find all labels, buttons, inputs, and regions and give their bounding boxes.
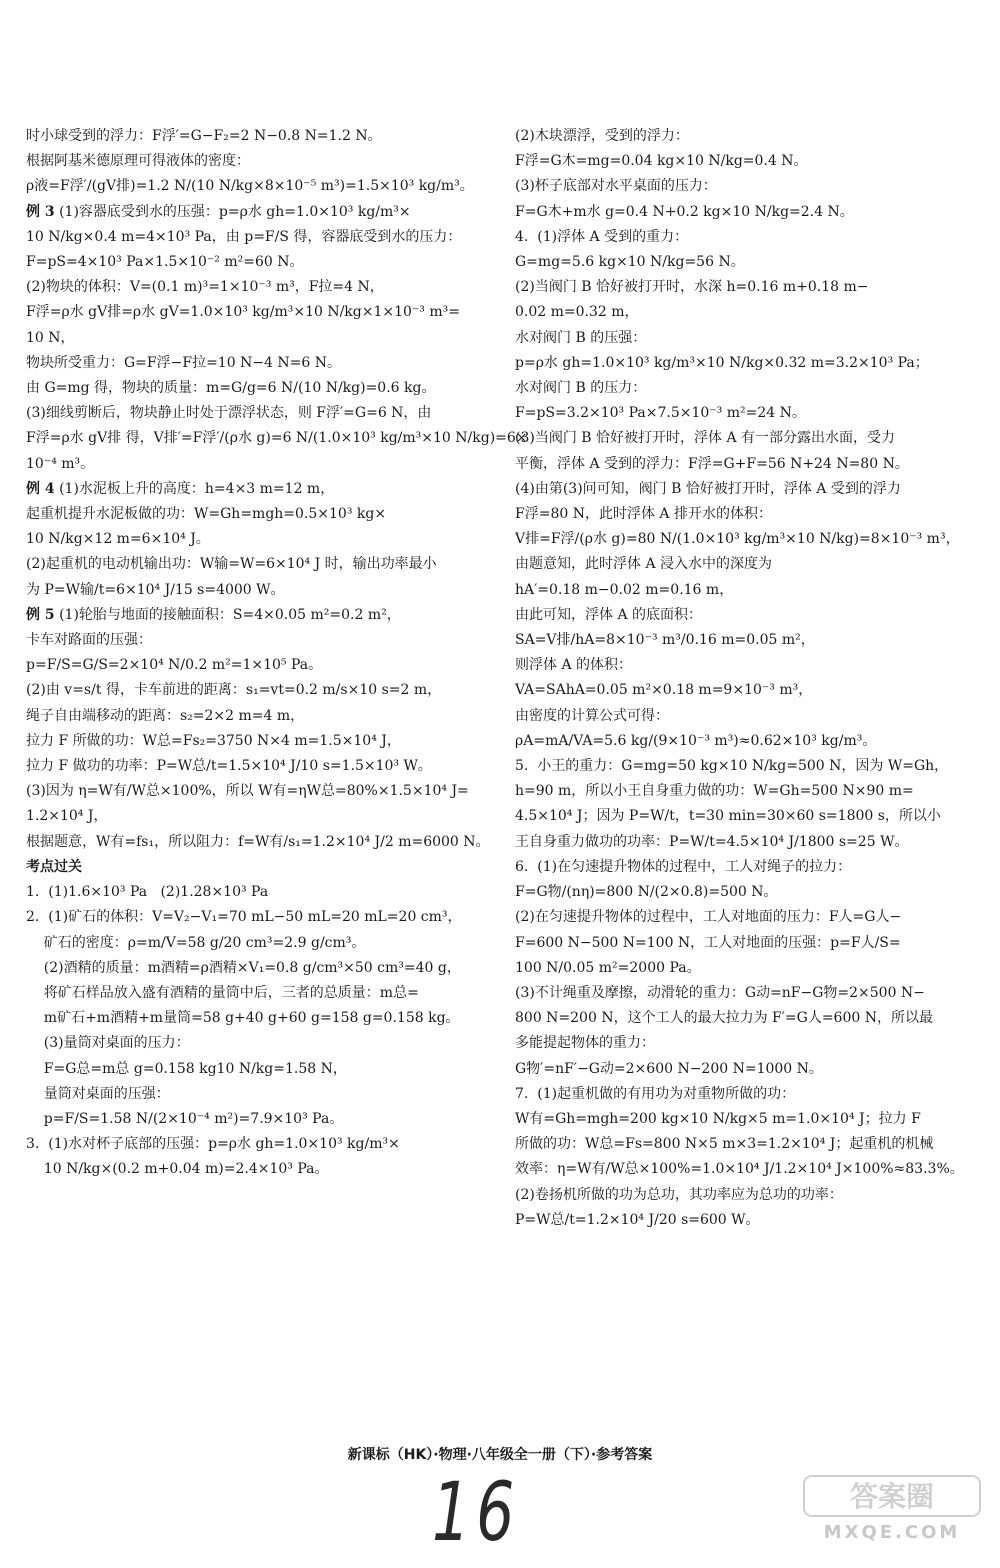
text-line — [515, 1208, 935, 1233]
text-line — [26, 351, 476, 376]
text-line — [515, 426, 935, 451]
text-line — [26, 502, 476, 527]
text-line — [26, 905, 476, 930]
line-text: 0.02 m=0.32 m， — [515, 304, 639, 321]
line-text: F浮=80 N，此时浮体 A 排开水的体积： — [515, 506, 772, 523]
line-text: 多能提起物体的重力： — [515, 1035, 655, 1052]
line-text: 6. (1)在匀速提升物体的过程中，工人对绳子的拉力： — [515, 858, 852, 875]
text-line — [515, 729, 935, 754]
line-text: (3)因为 η=W有/W总×100%，所以 W有=ηW总=80%×1.5×10⁴ J= — [26, 783, 469, 800]
watermark-logo-graphic — [802, 1474, 982, 1544]
line-text: F浮=ρ水 gV排 得，V排′=F浮′/(ρ水 g)=6 N/(1.0×10³ kg/m³×10 N/kg)=6× — [26, 430, 528, 447]
text-line — [515, 1132, 935, 1157]
line-text: 效率：η=W有/W总×100%=1.0×10⁴ J/1.2×10⁴ J×100%≈83.3%。 — [515, 1161, 964, 1178]
line-text: (2)卷扬机所做的功为总功，其功率应为总功的功率： — [515, 1186, 843, 1203]
text-line — [515, 1183, 935, 1208]
text-line — [515, 1157, 964, 1182]
line-text: (2)在匀速提升物体的过程中，工人对地面的压力：F人=G人− — [515, 909, 902, 926]
text-line — [26, 376, 476, 401]
line-text: 1. (1)1.6×10³ Pa (2)1.28×10³ Pa — [26, 884, 269, 901]
line-text: W有=Gh=mgh=200 kg×10 N/kg×5 m=1.0×10⁴ J；拉力 F — [515, 1110, 921, 1127]
section-label: 例 3 — [26, 203, 55, 220]
line-text: 矿石的密度：ρ=m/V=58 g/20 cm³=2.9 g/cm³。 — [26, 934, 366, 951]
line-text: m矿石+m酒精+m量筒=58 g+40 g+60 g=158 g=0.158 kg。 — [26, 1010, 460, 1027]
line-text: 5. 小王的重力：G=mg=50 kg×10 N/kg=500 N，因为 W=Gh， — [515, 758, 949, 775]
text-line — [515, 779, 935, 804]
text-line — [26, 452, 476, 477]
text-line — [26, 250, 476, 275]
text-line — [26, 275, 476, 300]
text-line — [515, 1057, 935, 1082]
line-text: 10 N， — [26, 329, 75, 346]
text-line — [26, 1057, 476, 1082]
line-text: p=ρ水 gh=1.0×10³ kg/m³×10 N/kg×0.32 m=3.2×10³ Pa； — [515, 354, 929, 371]
text-line — [26, 855, 476, 880]
line-text: 由题意知，此时浮体 A 浸入水中的深度为 — [515, 556, 773, 573]
text-line — [26, 956, 476, 981]
text-line — [515, 174, 935, 199]
text-line — [26, 527, 476, 552]
line-text: 800 N=200 N，这个工人的最大拉力为 F′=G人=600 N，所以最 — [515, 1010, 933, 1027]
text-line — [515, 1031, 935, 1056]
line-text: 10 N/kg×0.4 m=4×10³ Pa，由 p=F/S 得，容器底受到水的压力： — [26, 228, 462, 245]
text-line — [26, 804, 476, 829]
text-line — [26, 729, 476, 754]
text-line — [515, 1107, 935, 1132]
section-label: 例 4 — [26, 480, 55, 497]
line-text: V排=F浮/(ρ水 g)=80 N/(1.0×10³ kg/m³×10 N/kg)=8×10⁻³ m³， — [515, 531, 960, 548]
text-line — [515, 502, 935, 527]
line-text: F=G木+m水 g=0.4 N+0.2 kg×10 N/kg=2.4 N。 — [515, 203, 854, 220]
text-line — [26, 326, 476, 351]
line-text: (1)轮胎与地面的接触面积：S=4×0.05 m²=0.2 m²， — [59, 606, 401, 623]
text-line — [26, 149, 476, 174]
text-line — [515, 880, 935, 905]
line-text: 由此可知，浮体 A 的底面积： — [515, 606, 703, 623]
text-line — [26, 1082, 476, 1107]
text-line — [515, 225, 935, 250]
line-text: F=pS=3.2×10³ Pa×7.5×10⁻³ m²=24 N。 — [515, 405, 806, 422]
right-column — [515, 124, 964, 1233]
line-text: F=G物/(nη)=800 N/(2×0.8)=500 N。 — [515, 884, 778, 901]
line-text: 量筒对桌面的压强： — [26, 1085, 170, 1102]
line-text: (1)容器底受到水的压强：p=ρ水 gh=1.0×10³ kg/m³× — [59, 203, 411, 220]
text-line — [515, 981, 935, 1006]
text-line — [515, 250, 935, 275]
text-line — [515, 527, 960, 552]
line-text: 拉力 F 所做的功：W总=Fs₂=3750 N×4 m=1.5×10⁴ J， — [26, 732, 401, 749]
line-text: (3)当阀门 B 恰好被打开时，浮体 A 有一部分露出水面，受力 — [515, 430, 896, 447]
text-line — [26, 931, 476, 956]
line-text: (3)不计绳重及摩擦，动滑轮的重力：G动=nF−G物=2×500 N− — [515, 984, 925, 1001]
line-text: 时小球受到的浮力：F浮′=G−F₂=2 N−0.8 N=1.2 N。 — [26, 128, 382, 144]
line-text: 将矿石样品放入盛有酒精的量筒中后，三者的总质量：m总= — [26, 984, 419, 1001]
text-line — [26, 754, 476, 779]
text-line — [515, 628, 935, 653]
line-text: 由密度的计算公式可得： — [515, 707, 669, 724]
line-text: 由 G=mg 得，物块的质量：m=G/g=6 N/(10 N/kg)=0.6 kg。 — [26, 380, 436, 397]
text-line — [515, 855, 935, 880]
text-line — [515, 931, 935, 956]
line-text: VA=SAhA=0.05 m²×0.18 m=9×10⁻³ m³， — [515, 682, 813, 699]
text-line — [26, 426, 528, 451]
text-line — [26, 880, 476, 905]
text-line — [26, 1157, 476, 1182]
line-text: (2)当阀门 B 恰好被打开时，水深 h=0.16 m+0.18 m− — [515, 279, 869, 296]
line-text: 100 N/0.05 m²=2000 Pa。 — [515, 959, 701, 976]
line-text: G物′=nF′−G动=2×600 N−200 N=1000 N。 — [515, 1060, 823, 1077]
text-line — [515, 149, 935, 174]
line-text: (2)木块漂浮，受到的浮力： — [515, 128, 689, 144]
line-text: 起重机提升水泥板做的功：W=Gh=mgh=0.5×10³ kg× — [26, 506, 387, 523]
text-line — [515, 653, 935, 678]
left-column — [26, 124, 528, 1183]
text-line — [26, 704, 476, 729]
text-line — [515, 351, 935, 376]
line-text: 4.5×10⁴ J；因为 P=W/t，t=30 min=30×60 s=1800 s，所以小 — [515, 808, 941, 825]
line-text: 2. (1)矿石的体积：V=V₂−V₁=70 mL−50 mL=20 mL=20 cm³， — [26, 909, 462, 926]
text-line — [26, 1107, 476, 1132]
line-text: 1.2×10⁴ J， — [26, 808, 108, 825]
line-text: P=W总/t=1.2×10⁴ J/20 s=600 W。 — [515, 1211, 760, 1228]
text-line — [515, 552, 935, 577]
text-line — [515, 200, 935, 225]
text-line — [26, 830, 490, 855]
text-line — [515, 678, 935, 703]
text-line — [515, 830, 935, 855]
line-text: 水对阀门 B 的压强： — [515, 329, 647, 346]
line-text: 平衡，浮体 A 受到的浮力：F浮=G+F=56 N+24 N=80 N。 — [515, 455, 909, 472]
text-line — [515, 300, 935, 325]
line-text: G=mg=5.6 kg×10 N/kg=56 N。 — [515, 254, 745, 271]
line-text: 10⁻⁴ m³。 — [26, 455, 95, 472]
line-text: (2)酒精的质量：m酒精=ρ酒精×V₁=0.8 g/cm³×50 cm³=40 g， — [26, 959, 461, 976]
line-text: 4. (1)浮体 A 受到的重力： — [515, 228, 689, 245]
section-label: 考点过关 — [26, 858, 82, 875]
svg-text:答案圈: 答案圈 — [849, 1480, 935, 1513]
line-text: 根据阿基米德原理可得液体的密度： — [26, 153, 250, 170]
text-line — [26, 477, 476, 502]
text-line — [515, 905, 935, 930]
line-text: 为 P=W输/t=6×10⁴ J/15 s=4000 W。 — [26, 581, 285, 598]
line-text: F=pS=4×10³ Pa×1.5×10⁻² m²=60 N。 — [26, 254, 304, 271]
line-text: SA=V排/hA=8×10⁻³ m³/0.16 m=0.05 m²， — [515, 632, 815, 649]
line-text: hA′=0.18 m−0.02 m=0.16 m， — [515, 581, 734, 598]
line-text: F=600 N−500 N=100 N，工人对地面的压强：p=F人/S= — [515, 934, 901, 951]
text-line — [515, 1082, 935, 1107]
line-text: F=G总=m总 g=0.158 kg10 N/kg=1.58 N， — [26, 1060, 347, 1077]
line-text: 物块所受重力：G=F浮−F拉=10 N−4 N=6 N。 — [26, 354, 341, 371]
line-text: 7. (1)起重机做的有用功为对重物所做的功： — [515, 1085, 796, 1102]
line-text: p=F/S=1.58 N/(2×10⁻⁴ m²)=7.9×10³ Pa。 — [26, 1110, 344, 1127]
text-line — [26, 200, 476, 225]
text-line — [515, 804, 941, 829]
line-text: 绳子自由端移动的距离：s₂=2×2 m=4 m， — [26, 707, 305, 724]
text-line — [26, 552, 476, 577]
line-text: (3)杯子底部对水平桌面的压力： — [515, 178, 717, 195]
text-line — [26, 1031, 476, 1056]
text-line — [515, 452, 935, 477]
line-text: p=F/S=G/S=2×10⁴ N/0.2 m²=1×10⁵ Pa。 — [26, 657, 323, 674]
line-text: 王自身重力做功的功率：P=W/t=4.5×10⁴ J/1800 s=25 W。 — [515, 833, 909, 850]
line-text: (2)物块的体积：V=(0.1 m)³=1×10⁻³ m³，F拉=4 N， — [26, 279, 384, 296]
text-line — [26, 124, 476, 149]
text-line — [26, 779, 476, 804]
line-text: (3)量筒对桌面的压力： — [26, 1035, 190, 1052]
line-text: 水对阀门 B 的压力： — [515, 380, 647, 397]
text-line — [515, 578, 935, 603]
line-text: (4)由第(3)问可知，阀门 B 恰好被打开时，浮体 A 受到的浮力 — [515, 480, 901, 497]
text-line — [515, 603, 935, 628]
text-line — [515, 401, 935, 426]
line-text: h=90 m，所以小王自身重力做的功：W=Gh=500 N×90 m= — [515, 783, 914, 800]
line-text: ρ液=F浮′/(gV排)=1.2 N/(10 N/kg×8×10⁻⁵ m³)=1.5×10³ kg/m³。 — [26, 178, 474, 195]
text-line — [26, 653, 476, 678]
svg-text:MXQE.COM: MXQE.COM — [823, 1522, 961, 1543]
page-footer: 新课标（HK）·物理·八年级全一册（下）·参考答案 — [347, 1447, 653, 1463]
watermark-logo — [802, 1474, 982, 1544]
section-label: 例 5 — [26, 606, 55, 623]
text-line — [26, 578, 476, 603]
text-line — [515, 956, 935, 981]
text-line — [26, 981, 476, 1006]
text-line — [515, 326, 935, 351]
text-line — [26, 225, 476, 250]
handwritten-page-number: 16 — [432, 1465, 521, 1561]
line-text: (3)细线剪断后，物块静止时处于漂浮状态，则 F浮′=G=6 N，由 — [26, 405, 432, 422]
text-line — [26, 401, 476, 426]
text-line — [26, 300, 476, 325]
text-line — [515, 124, 935, 149]
text-line — [515, 275, 935, 300]
text-line — [515, 1006, 935, 1031]
text-line — [515, 754, 949, 779]
text-line — [26, 174, 476, 199]
line-text: (2)由 v=s/t 得，卡车前进的距离：s₁=vt=0.2 m/s×10 s=2 m， — [26, 682, 442, 699]
line-text: 根据题意，W有=fs₁，所以阻力：f=W有/s₁=1.2×10⁴ J/2 m=6000 N。 — [26, 833, 490, 850]
text-line — [26, 1132, 476, 1157]
text-line — [26, 628, 476, 653]
line-text: (1)水泥板上升的高度：h=4×3 m=12 m， — [59, 480, 335, 497]
text-line — [515, 376, 935, 401]
line-text: F浮=G木=mg=0.04 kg×10 N/kg=0.4 N。 — [515, 153, 808, 170]
line-text: 拉力 F 做功的功率：P=W总/t=1.5×10⁴ J/10 s=1.5×10³ W。 — [26, 758, 432, 775]
line-text: 卡车对路面的压强： — [26, 632, 152, 649]
line-text: F浮=ρ水 gV排=ρ水 gV=1.0×10³ kg/m³×10 N/kg×1×10⁻³ m³= — [26, 304, 460, 321]
line-text: (2)起重机的电动机输出功：W输=W=6×10⁴ J 时，输出功率最小 — [26, 556, 437, 573]
text-line — [515, 477, 935, 502]
line-text: 10 N/kg×(0.2 m+0.04 m)=2.4×10³ Pa。 — [26, 1161, 329, 1178]
text-line — [515, 704, 935, 729]
line-text: 所做的功：W总=Fs=800 N×5 m×3=1.2×10⁴ J；起重机的机械 — [515, 1136, 934, 1153]
line-text: ρA=mA/VA=5.6 kg/(9×10⁻³ m³)≈0.62×10³ kg/m³。 — [515, 732, 877, 749]
text-line — [26, 1006, 476, 1031]
text-line — [26, 678, 476, 703]
line-text: 3. (1)水对杯子底部的压强：p=ρ水 gh=1.0×10³ kg/m³× — [26, 1136, 400, 1153]
text-line — [26, 603, 476, 628]
line-text: 则浮体 A 的体积： — [515, 657, 633, 674]
line-text: 10 N/kg×12 m=6×10⁴ J。 — [26, 531, 210, 548]
